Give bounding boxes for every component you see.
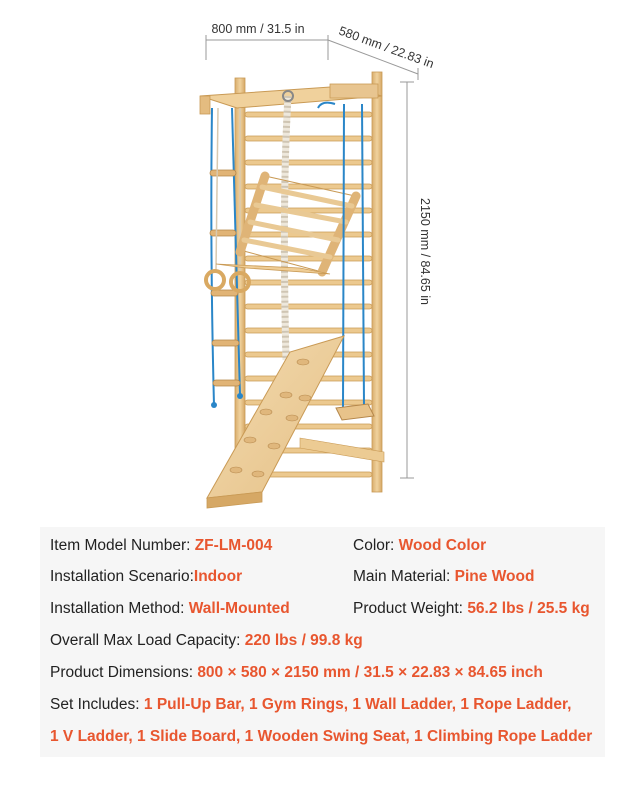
spec-product-dimensions xyxy=(50,664,543,682)
spec-label: Product Weight: xyxy=(353,600,468,617)
spec-label: Set Includes: xyxy=(50,696,144,713)
spec-value: ZF-LM-004 xyxy=(194,537,273,554)
spec-label: Main Material: xyxy=(353,568,455,585)
depth-dimension xyxy=(328,24,436,80)
specifications-panel xyxy=(40,527,605,757)
spec-installation-scenario xyxy=(50,568,242,586)
spec-label: Overall Max Load Capacity: xyxy=(50,632,245,649)
spec-value: 800 × 580 × 2150 mm / 31.5 × 22.83 × 84.65 inch xyxy=(197,664,543,681)
spec-label: Item Model Number: xyxy=(50,537,195,554)
spec-main-material xyxy=(353,568,534,586)
slide-board xyxy=(207,336,384,508)
spec-label: Color: xyxy=(353,537,399,554)
depth-dimension-label: 580 mm / 22.83 in xyxy=(336,23,436,72)
spec-value: 1 Pull-Up Bar, 1 Gym Rings, 1 Wall Ladder, 1 Rope Ladder, xyxy=(143,696,572,713)
spec-max-load-capacity xyxy=(50,632,363,650)
spec-value: 56.2 lbs / 25.5 kg xyxy=(467,600,590,617)
height-dimension-label: 2150 mm / 84.65 in xyxy=(418,198,432,306)
spec-value: Wood Color xyxy=(398,537,487,554)
spec-value: Pine Wood xyxy=(454,568,535,585)
spec-installation-method xyxy=(50,600,290,618)
spec-set-includes xyxy=(50,696,571,714)
spec-color xyxy=(353,537,486,555)
spec-label: Installation Method: xyxy=(50,600,189,617)
spec-value: Indoor xyxy=(193,568,243,585)
width-dimension xyxy=(206,22,328,60)
spec-label: Installation Scenario: xyxy=(50,568,194,585)
spec-item-model-number xyxy=(50,537,272,555)
spec-product-weight xyxy=(353,600,590,618)
height-dimension xyxy=(400,82,432,478)
spec-value: 220 lbs / 99.8 kg xyxy=(244,632,363,649)
spec-value: 1 V Ladder, 1 Slide Board, 1 Wooden Swing Seat, 1 Climbing Rope Ladder xyxy=(50,728,593,745)
climbing-rope xyxy=(283,91,293,360)
spec-value: Wall-Mounted xyxy=(188,600,290,617)
spec-label: Product Dimensions: xyxy=(50,664,198,681)
width-dimension-label: 800 mm / 31.5 in xyxy=(211,22,305,36)
spec-set-includes-continued xyxy=(50,728,592,746)
